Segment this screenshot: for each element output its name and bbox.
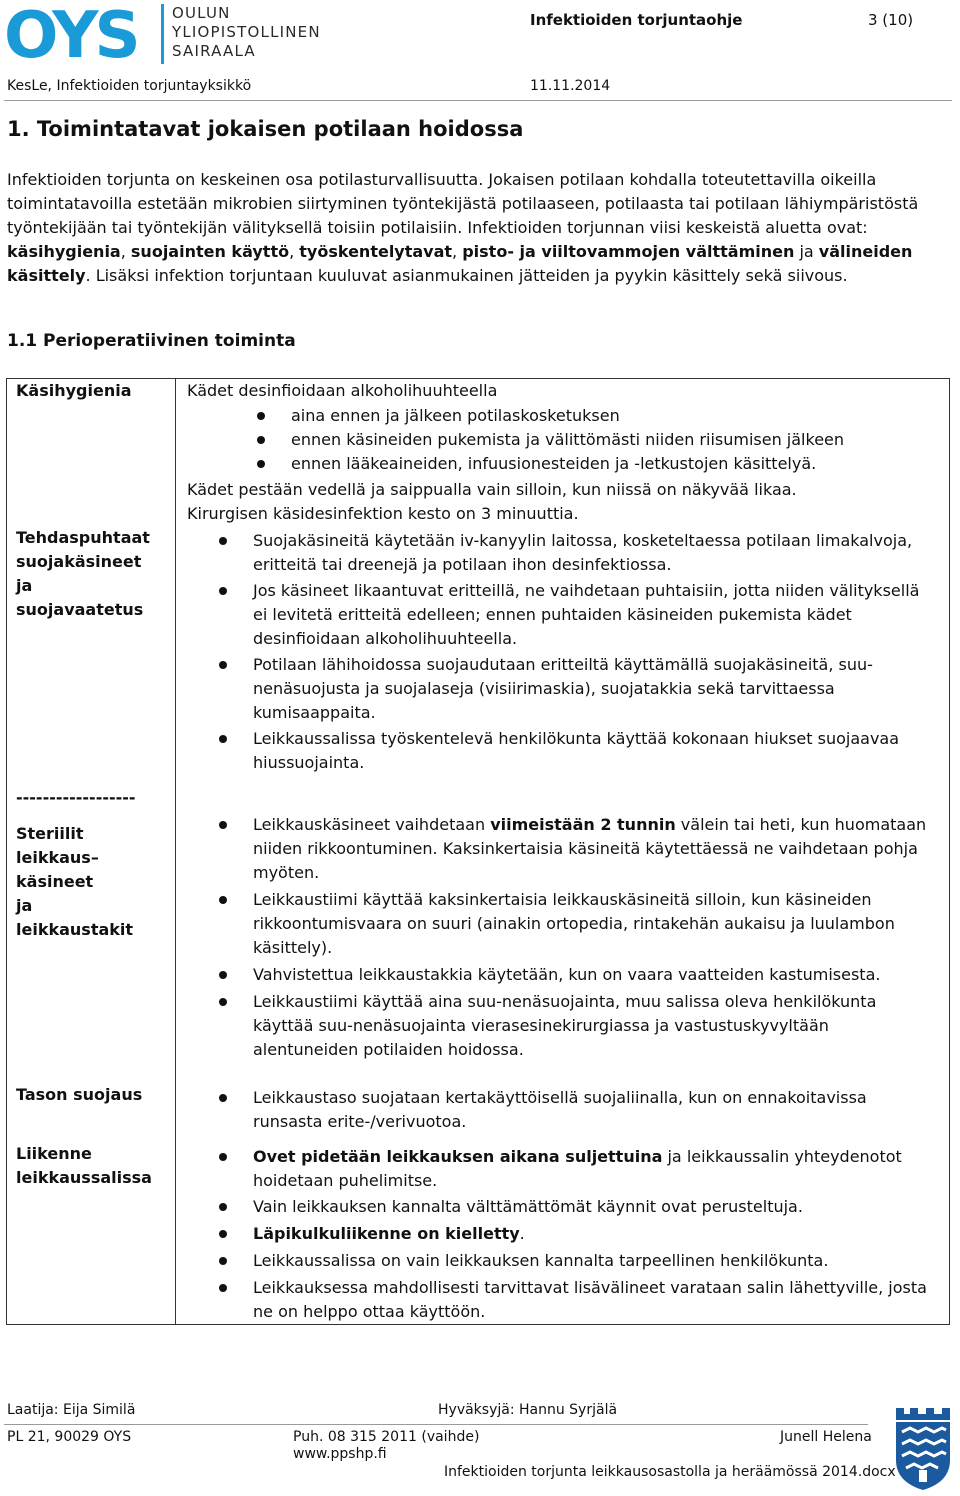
subsection-heading: 1.1 Perioperatiivinen toiminta [7, 331, 296, 351]
list-item: Leikkaussalissa työskentelevä henkilökunta käyttää kokonaan hiukset suojaavaa hiussuojainta. [253, 727, 933, 775]
traffic-list [253, 1145, 933, 1324]
footer-rule [4, 1424, 868, 1425]
footer-approver: Hyväksyjä: Hannu Syrjälä [438, 1402, 618, 1418]
document-title: Infektioiden torjuntaohje [530, 11, 743, 29]
intro-paragraph [7, 168, 947, 288]
list-item: ennen käsineiden pukemista ja välittömästi niiden riisumisen jälkeen [291, 428, 941, 452]
header-rule [4, 100, 952, 101]
label-line: leikkaus– [16, 848, 99, 867]
sterile-list [253, 813, 933, 1062]
list-item: Leikkaustiimi käyttää aina suu-nenäsuojainta, muu salissa oleva henkilökunta käyttää suu-nenäsuojainta vierasesinekirurgiassa ja vastustuskyvyltään alentuneiden potilaiden hoidossa. [253, 990, 933, 1062]
footer-website[interactable]: www.ppshp.fi [293, 1446, 387, 1462]
intro-text-2: . Lisäksi infektion torjuntaan kuuluvat asianmukainen jätteiden ja pyykin käsittely sekä siivous. [85, 266, 848, 285]
list-item: Leikkaustaso suojataan kertakäyttöisellä suojaliinalla, kun on ennakoitavissa runsasta erite-/verivuotoa. [253, 1086, 933, 1134]
label-line: suojakäsineet [16, 552, 142, 571]
label-line: leikkaussalissa [16, 1168, 152, 1187]
document-date: 11.11.2014 [530, 78, 611, 94]
intro-sep-4: ja [794, 242, 819, 261]
footer-owner: Junell Helena [780, 1429, 872, 1445]
list-item: Leikkaussalissa on vain leikkauksen kannalta tarpeellinen henkilökunta. [253, 1249, 933, 1273]
footer-author: Laatija: Eija Similä [7, 1402, 136, 1418]
intro-injury-avoidance: pisto- ja viiltovammojen välttäminen [462, 242, 795, 261]
list-item [253, 813, 933, 885]
sterile-b1-bold: viimeistään 2 tunnin [490, 815, 676, 834]
label-traffic [16, 1142, 152, 1190]
list-item: Suojakäsineitä käytetään iv-kanyylin laitossa, kosketeltaessa potilaan limakalvoja, eritteitä tai dreenejä ja potilaan ihon desinfektiossa. [253, 529, 933, 577]
list-item: Leikkauksessa mahdollisesti tarvittavat lisävälineet varataan salin lähettyville, josta ne on helppo ottaa käyttöön. [253, 1276, 933, 1324]
section-heading: 1. Toimintatavat jokaisen potilaan hoidossa [7, 117, 524, 141]
label-line: ja [16, 896, 33, 915]
oys-logo [4, 2, 154, 64]
label-protective [16, 526, 150, 622]
label-line: Tehdaspuhtaat [16, 528, 150, 547]
traffic-b3-post: . [519, 1224, 525, 1243]
intro-sep-2: , [289, 242, 300, 261]
label-line: käsineet [16, 872, 94, 891]
intro-sep-1: , [120, 242, 131, 261]
label-line: suojavaatetus [16, 600, 144, 619]
intro-hand-hygiene: käsihygienia [7, 242, 121, 261]
traffic-b1-bold: Ovet pidetään leikkauksen aikana suljettuina [253, 1147, 663, 1166]
label-surface: Tason suojaus [16, 1085, 143, 1104]
table-column-divider [175, 378, 176, 1325]
list-item: Vain leikkauksen kannalta välttämättömät käynnit ovat perusteltuja. [253, 1195, 933, 1219]
surface-list [253, 1086, 933, 1134]
protective-list [253, 529, 933, 775]
label-divider: ------------------ [16, 788, 136, 807]
sterile-b1-pre: Leikkauskäsineet vaihdetaan [253, 815, 491, 834]
intro-protectors: suojainten käyttö [130, 242, 290, 261]
hygiene-list [291, 404, 941, 476]
label-line: leikkaustakit [16, 920, 134, 939]
footer-phone: Puh. 08 315 2011 (vaihde) [293, 1429, 480, 1445]
traffic-b1-post: ja leikkaussalin yhteydenotot hoidetaan puhelimitse. [253, 1147, 902, 1190]
list-item [253, 1145, 933, 1193]
logo-letters: OYS [4, 2, 137, 64]
label-sterile [16, 822, 133, 942]
logo-line-1: OULUN [172, 4, 231, 22]
label-line: Steriilit [16, 824, 84, 843]
logo-line-2: YLIOPISTOLLINEN [172, 23, 321, 41]
hygiene-note-2: Kirurgisen käsidesinfektion kesto on 3 minuuttia. [187, 504, 579, 523]
footer-address: PL 21, 90029 OYS [7, 1429, 132, 1445]
list-item: Jos käsineet likaantuvat eritteillä, ne vaihdetaan puhtaisiin, jotta niiden välityksellä ei levitetä eritteitä edelleen; ennen puhtaiden käsineiden pukemista kädet desinfioidaan alkoholihuuhteella. [253, 579, 933, 651]
unit-name: KesLe, Infektioiden torjuntayksikkö [7, 78, 252, 94]
logo-line-3: SAIRAALA [172, 42, 256, 60]
logo-divider [161, 4, 164, 64]
list-item: aina ennen ja jälkeen potilaskosketuksen [291, 404, 941, 428]
page-number: 3 (10) [868, 11, 914, 29]
list-item: Vahvistettua leikkaustakkia käytetään, kun on vaara vaatteiden kastumisesta. [253, 963, 933, 987]
hygiene-lead: Kädet desinfioidaan alkoholihuuhteella [187, 381, 498, 400]
label-line: ja [16, 576, 33, 595]
logo-wordmark [172, 4, 321, 61]
list-item [253, 1222, 933, 1246]
coat-of-arms-icon [892, 1408, 954, 1490]
footer-filename: Infektioiden torjunta leikkausosastolla ja heräämössä 2014.docx [444, 1464, 896, 1480]
intro-sep-3: , [452, 242, 463, 261]
list-item: Leikkaustiimi käyttää kaksinkertaisia leikkauskäsineitä silloin, kun käsineiden rikkoontumisvaara on suuri (ainakin ortopedia, rintakehän aukaisu ja luulambon käsittely). [253, 888, 933, 960]
hygiene-note-1: Kädet pestään vedellä ja saippualla vain silloin, kun niissä on näkyvää likaa. [187, 480, 797, 499]
label-hand-hygiene: Käsihygienia [16, 381, 132, 400]
label-line: Liikenne [16, 1144, 92, 1163]
intro-text-1: Infektioiden torjunta on keskeinen osa potilasturvallisuutta. Jokaisen potilaan kohdalla toteutettavilla oikeilla toimintatavoilla estetään mikrobien siirtyminen työntekijästä potilaaseen, potilaasta tai potilaan lähiympäristöstä työntekijään tai työntekijän välityksellä toisiin potilaisiin. Infektioiden torjunnan viisi keskeistä aluetta ovat: [7, 170, 919, 237]
intro-working-methods: työskentelytavat [299, 242, 453, 261]
intro-equipment-handling: välineiden käsittely [7, 242, 913, 285]
sterile-b1-post: välein tai heti, kun huomataan niiden rikkoontuminen. Kaksinkertaisia käsineitä käytettäessä ne vaihdetaan pohja myöten. [253, 815, 927, 882]
traffic-b3-bold: Läpikulkuliikenne on kielletty [253, 1224, 520, 1243]
list-item: Potilaan lähihoidossa suojaudutaan eritteiltä käyttämällä suojakäsineitä, suu-nenäsuojusta ja suojalaseja (visiirimaskia), suojatakkia sekä tarvittaessa kumisaappaita. [253, 653, 933, 725]
list-item: ennen lääkeaineiden, infuusionesteiden ja -letkustojen käsittelyä. [291, 452, 941, 476]
